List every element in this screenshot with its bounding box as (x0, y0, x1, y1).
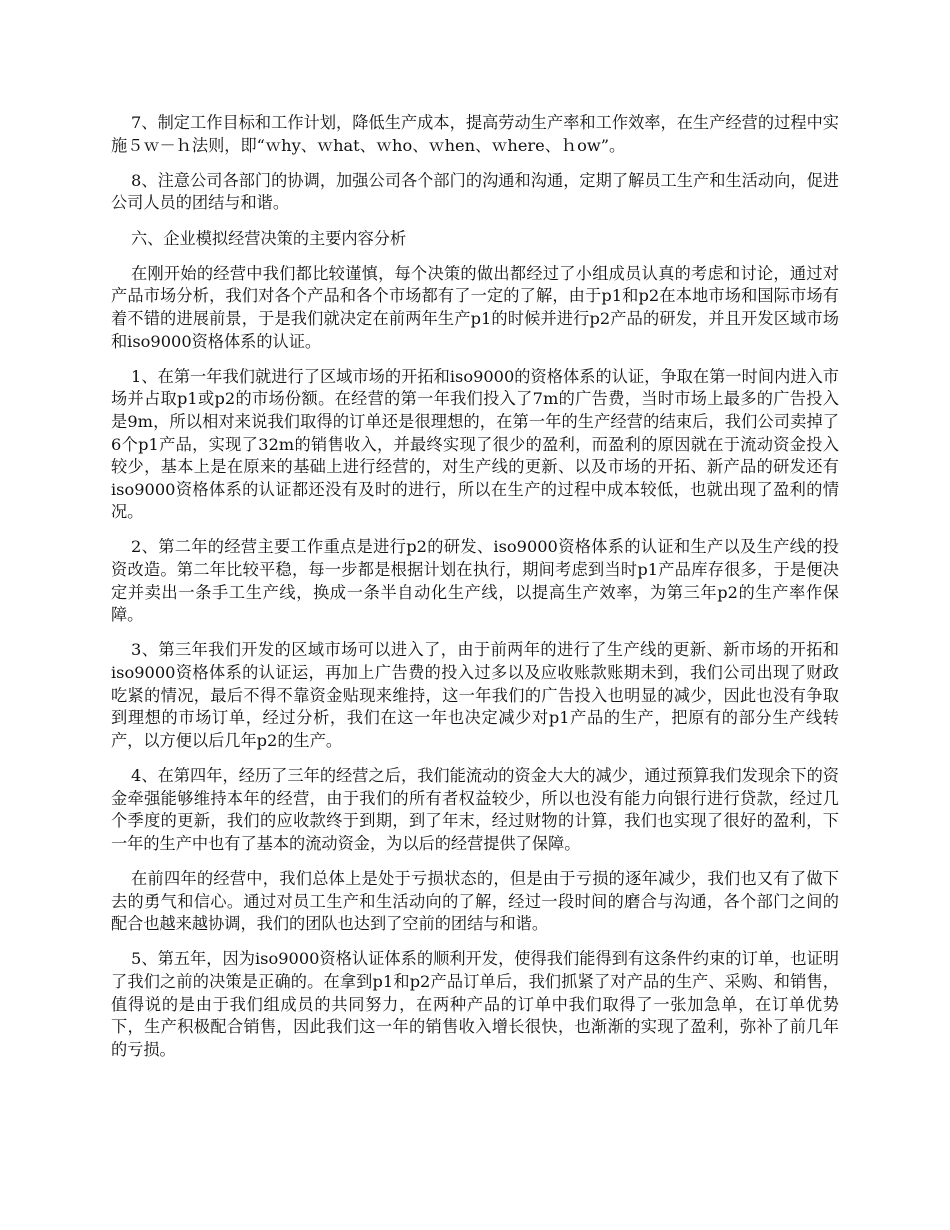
paragraph-year-five: 5、第五年，因为iso9000资格认证体系的顺利开发，使得我们能得到有这条件约束的订单，也证明了我们之前的决策是正确的。在拿到p1和p2产品订单后，我们抓紧了对产品的生产、采购、和销售，值得说的是由于我们组成员的共同努力，在两种产品的订单中我们取得了一张加急单，在订单优势下，生产积极配合销售，因此我们这一年的销售收入增长很快，也渐渐的实现了盈利，弥补了前几年的亏损。 (111, 949, 839, 1059)
paragraph-year-four: 4、在第四年，经历了三年的经营之后，我们能流动的资金大大的减少，通过预算我们发现余下的资金牵强能够维持本年的经营，由于我们的所有者权益较少，所以也没有能力向银行进行贷款，经过几个季度的更新，我们的应收款终于到期，到了年末，经过财物的计算，我们也实现了很好的盈利，下一年的生产中也有了基本的流动资金，为以后的经营提供了保障。 (111, 766, 839, 853)
paragraph-first-four-years-summary: 在前四年的经营中，我们总体上是处于亏损状态的，但是由于亏损的逐年减少，我们也又有了做下去的勇气和信心。通过对员工生产和生活动向的了解，经过一段时间的磨合与沟通，各个部门之间的配合也越来越协调，我们的团队也达到了空前的团结与和谐。 (111, 868, 839, 934)
paragraph-year-two: 2、第二年的经营主要工作重点是进行p2的研发、iso9000资格体系的认证和生产以及生产线的投资改造。第二年比较平稳，每一步都是根据计划在执行，期间考虑到当时p1产品库存很多，于是便决定并卖出一条手工生产线，换成一条半自动化生产线，以提高生产效率，为第三年p2的生产率作保障。 (111, 537, 839, 625)
paragraph-year-one: 1、在第一年我们就进行了区域市场的开拓和iso9000的资格体系的认证，争取在第一时间内进入市场并占取p1或p2的市场份额。在经营的第一年我们投入了7m的广告费，当时市场上最多的广告投入是9m，所以相对来说我们取得的订单还是很理想的，在第一年的生产经营的结束后，我们公司卖掉了6个p1产品，实现了32m的销售收入，并最终实现了很少的盈利，而盈利的原因就在于流动资金投入较少，基本上是在原来的基础上进行经营的，对生产线的更新、以及市场的开拓、新产品的研发还有iso9000资格体系的认证都还没有及时的进行，所以在生产的过程中成本较低，也就出现了盈利的情况。 (111, 366, 839, 522)
section-heading-six: 六、企业模拟经营决策的主要内容分析 (131, 228, 407, 248)
paragraph-8-coordination: 8、注意公司各部门的协调，加强公司各个部门的沟通和沟通，定期了解员工生产和生活动向，促进公司人员的团结与和谐。 (111, 170, 839, 213)
paragraph-year-three: 3、第三年我们开发的区域市场可以进入了，由于前两年的进行了生产线的更新、新市场的开拓和iso9000资格体系的认证运，再加上广告费的投入过多以及应收账款账期未到，我们公司出现了财政吃紧的情况，最后不得不靠资金贴现来维持，这一年我们的广告投入也明显的减少，因此也没有争取到理想的市场订单，经过分析，我们在这一年也决定减少对p1产品的生产，把原有的部分生产线转产，以方便以后几年p2的生产。 (111, 640, 839, 750)
document-body (111, 112, 839, 1074)
paragraph-intro-analysis: 在刚开始的经营中我们都比较谨慎，每个决策的做出都经过了小组成员认真的考虑和讨论，通过对产品市场分析，我们对各个产品和各个市场都有了一定的了解，由于p1和p2在本地市场和国际市场有着不错的进展前景，于是我们就决定在前两年生产p1的时候并进行p2产品的研发，并且开发区域市场和iso9000资格体系的认证。 (111, 263, 839, 351)
paragraph-7-work-goals: 7、制定工作目标和工作计划，降低生产成本，提高劳动生产率和工作效率，在生产经营的过程中实施５ｗ－ｈ法则，即“ｗhy、ｗhat、ｗho、ｗhen、ｗhere、ｈow”。 (111, 113, 839, 155)
